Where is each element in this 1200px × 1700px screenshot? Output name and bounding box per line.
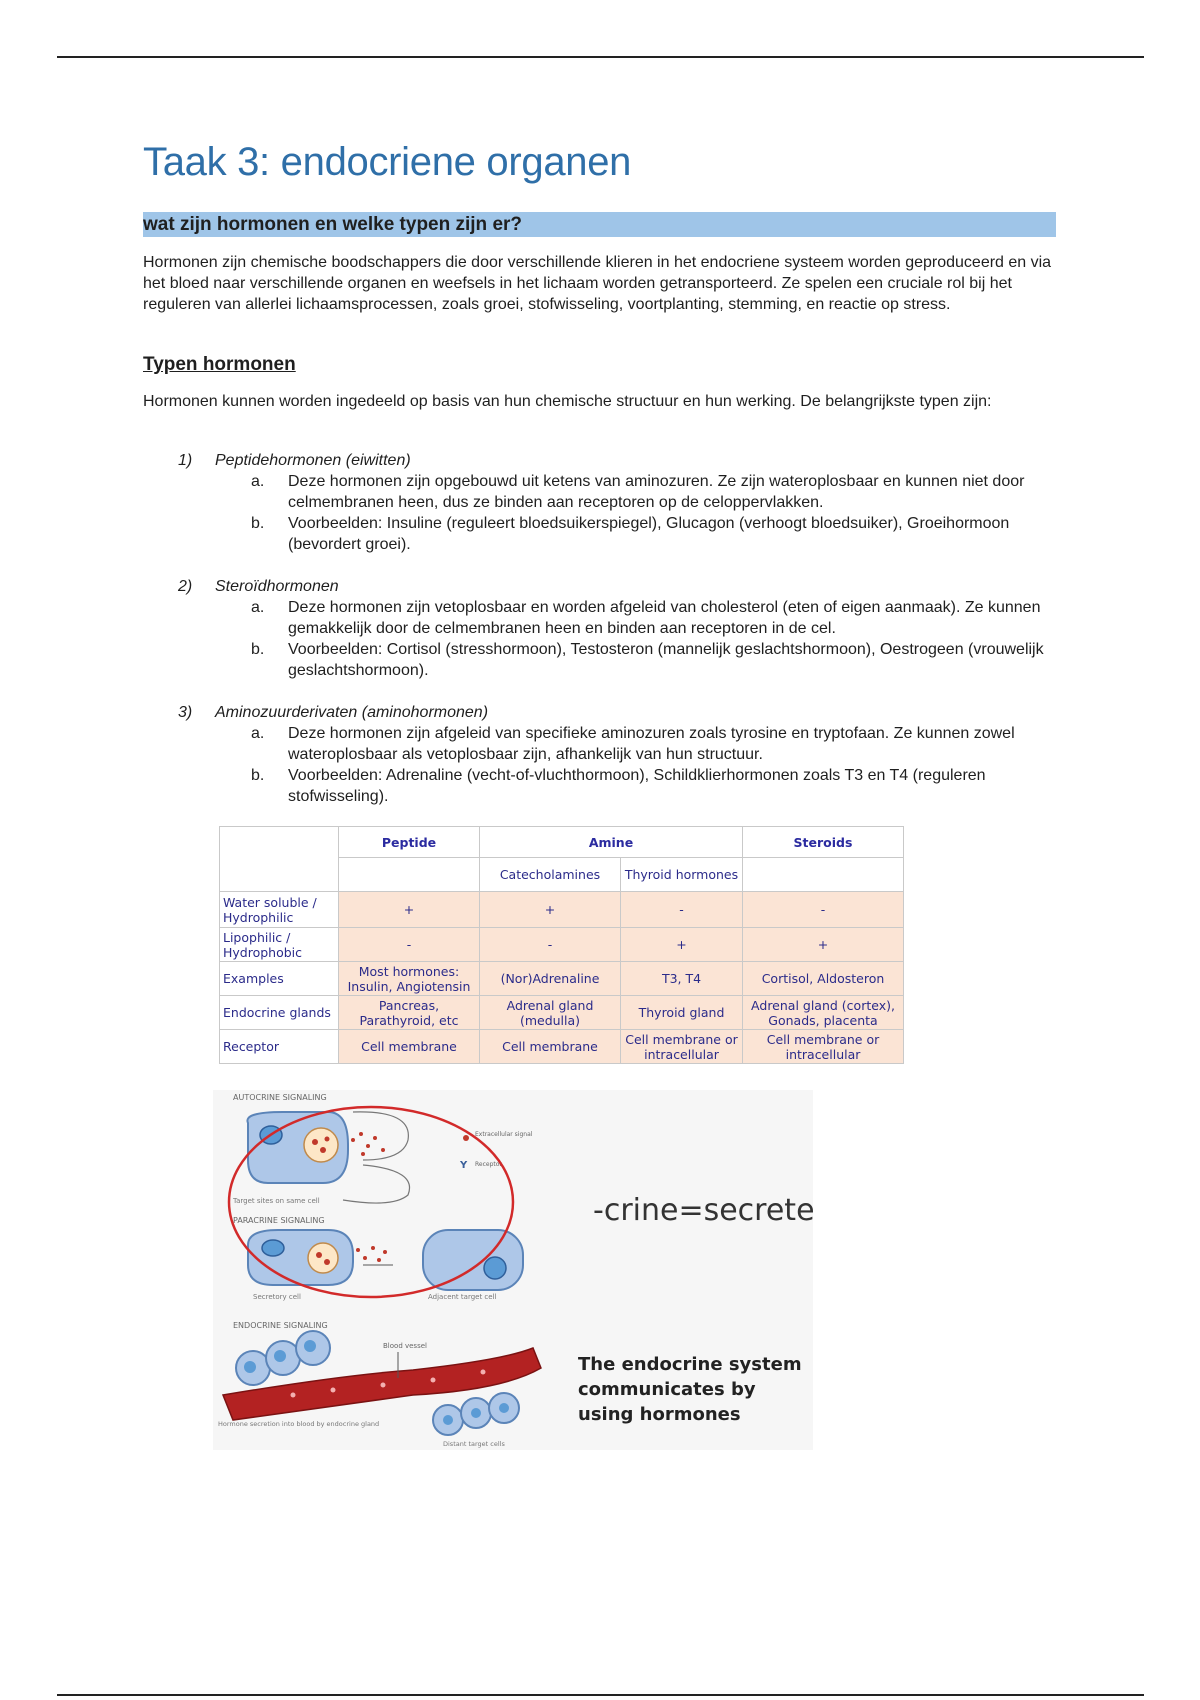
list-title: Steroïdhormonen: [215, 578, 339, 595]
row-label: Receptor: [220, 1030, 339, 1064]
header-peptide: Peptide: [339, 827, 480, 858]
secretory-cell-label: Secretory cell: [253, 1293, 301, 1301]
legend-dot: [463, 1135, 469, 1141]
autocrine-label: AUTOCRINE SIGNALING: [233, 1093, 327, 1102]
distant-target-label: Distant target cells: [443, 1440, 505, 1448]
table-row: [220, 892, 904, 928]
table-cell: Thyroid gland: [621, 996, 743, 1030]
hormone-secretion-label: Hormone secretion into blood by endocrine gland: [218, 1420, 380, 1428]
paracrine-label: PARACRINE SIGNALING: [233, 1216, 325, 1225]
table-row: [220, 1030, 904, 1064]
table-cell: Cell membrane: [339, 1030, 480, 1064]
types-intro-paragraph: Hormonen kunnen worden ingedeeld op basis van hun chemische structuur en hun werking. De belangrijkste typen zijn:: [143, 393, 992, 410]
list-number: 2): [178, 578, 193, 595]
table-cell: +: [743, 928, 904, 962]
legend-receptor: Receptor: [475, 1161, 502, 1168]
header-amine: Amine: [480, 827, 743, 858]
table-row: [220, 962, 904, 996]
top-rule: [57, 56, 1144, 58]
types-heading: Typen hormonen: [143, 354, 296, 375]
table-cell: -: [480, 928, 621, 962]
table-cell: Pancreas, Parathyroid, etc: [339, 996, 480, 1030]
table-cell: Cell membrane or intracellular: [743, 1030, 904, 1064]
table-cell: (Nor)Adrenaline: [480, 962, 621, 996]
crine-caption: -crine=secrete: [593, 1193, 815, 1228]
sub-text: Deze hormonen zijn vetoplosbaar en worden afgeleid van cholesterol (eten of eigen aanmaak). Ze kunnen gemakkelijk door de celmembranen heen en binden aan receptoren in de cel.: [288, 599, 1041, 637]
table-corner: [220, 827, 339, 892]
bottom-rule: [57, 1694, 1144, 1696]
sub-text: Deze hormonen zijn afgeleid van specifieke aminozuren zoals tyrosine en tryptofaan. Ze kunnen zowel wateroplosbaar als vetoplosbaar zijn, afhankelijk van hun structuur.: [288, 725, 1015, 763]
blood-vessel-label: Blood vessel: [383, 1342, 427, 1350]
sub-letter: a.: [251, 725, 265, 742]
hormone-table: [219, 826, 904, 1064]
subheader-thyroid: Thyroid hormones: [621, 858, 743, 892]
sub-letter: b.: [251, 767, 265, 784]
table-cell: Cortisol, Aldosteron: [743, 962, 904, 996]
table-row: [220, 996, 904, 1030]
target-sites-label: Target sites on same cell: [233, 1197, 320, 1205]
subheader-catecholamines: Catecholamines: [480, 858, 621, 892]
list-number: 1): [178, 452, 193, 469]
sub-text: Voorbeelden: Cortisol (stresshormoon), Testosteron (mannelijk geslachtshormoon), Oestrogeen (vrouwelijk geslachtshormoon).: [288, 641, 1044, 679]
subheader-empty: [339, 858, 480, 892]
sub-letter: a.: [251, 473, 265, 490]
page-title: Taak 3: endocriene organen: [143, 140, 632, 184]
list-title: Aminozuurderivaten (aminohormonen): [215, 704, 489, 721]
legend-extracellular: Extracellular signal: [475, 1131, 533, 1138]
secretory-cell: [248, 1230, 353, 1285]
list-number: 3): [178, 704, 193, 721]
table-cell: Adrenal gland (cortex), Gonads, placenta: [743, 996, 904, 1030]
table-cell: -: [621, 892, 743, 928]
table-cell: +: [339, 892, 480, 928]
table-cell: Cell membrane or intracellular: [621, 1030, 743, 1064]
adjacent-target-cell: [423, 1230, 523, 1290]
row-label: Endocrine glands: [220, 996, 339, 1030]
sub-letter: b.: [251, 515, 265, 532]
intro-paragraph: Hormonen zijn chemische boodschappers die door verschillende klieren in het endocriene systeem worden geproduceerd en via het bloed naar verschillende organen en weefsels in het lichaam worden getransporteerd. Ze spelen een cruciale rol bij het reguleren van allerlei lichaamsprocessen, zoals groei, stofwisseling, voortplanting, stemming, en reactie op stress.: [143, 254, 1052, 313]
table-cell: Most hormones: Insulin, Angiotensin: [339, 962, 480, 996]
header-steroids: Steroids: [743, 827, 904, 858]
table-cell: Adrenal gland (medulla): [480, 996, 621, 1030]
autocrine-cell: [247, 1112, 348, 1183]
table-cell: -: [339, 928, 480, 962]
sub-text: Deze hormonen zijn opgebouwd uit ketens van aminozuren. Ze zijn wateroplosbaar en kunnen niet door celmembranen heen, dus ze binden aan receptoren op de celoppervlakken.: [288, 473, 1025, 511]
list-title: Peptidehormonen (eiwitten): [215, 452, 411, 469]
adjacent-target-label: Adjacent target cell: [428, 1293, 497, 1301]
endocrine-label: ENDOCRINE SIGNALING: [233, 1321, 328, 1330]
table-cell: -: [743, 892, 904, 928]
row-label: Water soluble / Hydrophilic: [220, 892, 339, 928]
sub-letter: a.: [251, 599, 265, 616]
table-row: [220, 928, 904, 962]
table-cell: +: [480, 892, 621, 928]
sub-letter: b.: [251, 641, 265, 658]
table-cell: Cell membrane: [480, 1030, 621, 1064]
table-cell: +: [621, 928, 743, 962]
sub-text: Voorbeelden: Insuline (reguleert bloedsuikerspiegel), Glucagon (verhoogt bloedsuiker), Groeihormoon (bevordert groei).: [288, 515, 1010, 553]
sub-text: Voorbeelden: Adrenaline (vecht-of-vluchthormoon), Schildklierhormonen zoals T3 en T4 (reguleren stofwisseling).: [288, 767, 986, 805]
receptor-icon: Y: [460, 1160, 468, 1171]
subheader-empty: [743, 858, 904, 892]
section-heading: wat zijn hormonen en welke typen zijn er?: [143, 212, 1056, 237]
endocrine-caption: The endocrine system communicates by using hormones: [578, 1354, 802, 1425]
row-label: Lipophilic / Hydrophobic: [220, 928, 339, 962]
row-label: Examples: [220, 962, 339, 996]
table-cell: T3, T4: [621, 962, 743, 996]
